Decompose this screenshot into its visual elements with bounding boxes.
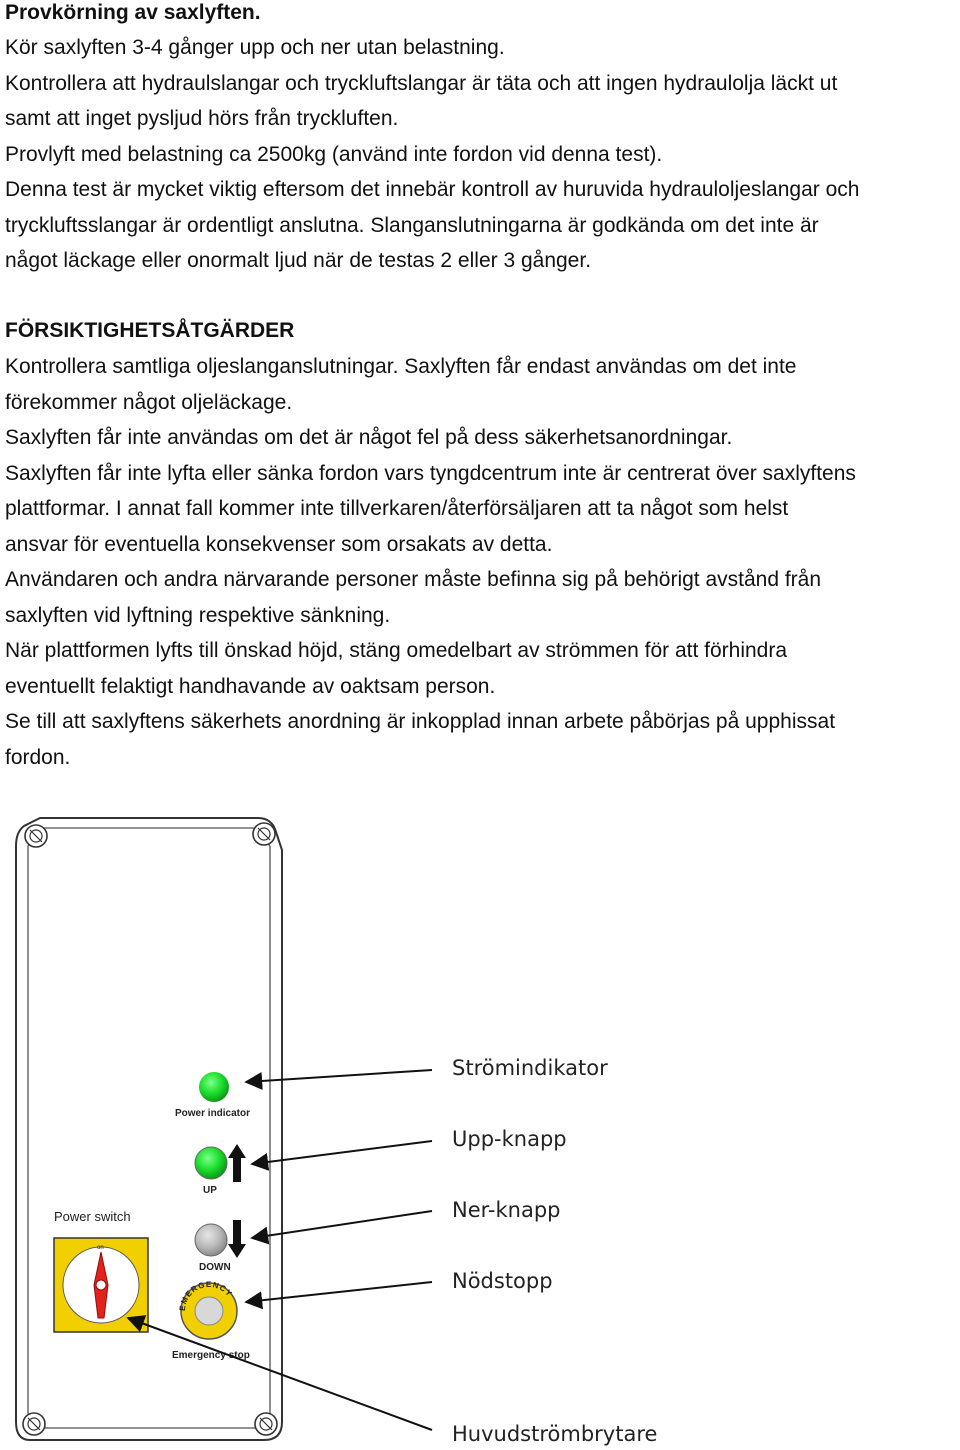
paragraph-line: något läckage eller onormalt ljud när de testas 2 eller 3 gånger. (5, 249, 592, 272)
paragraph-line: fordon. (5, 745, 71, 769)
down-label: DOWN (199, 1262, 231, 1273)
paragraph-line: Kontrollera att hydraulslangar och tryckluftslangar är täta och att ingen hydraulolja läckt ut (5, 71, 838, 95)
paragraph-line: Provlyft med belastning ca 2500kg (använd inte fordon vid denna test). (5, 142, 663, 166)
paragraph-line: samt att inget pysljud hörs från tryckluften. (5, 107, 399, 130)
paragraph-line: ansvar för eventuella konsekvenser som orsakats av detta. (5, 532, 553, 556)
up-label: UP (203, 1185, 217, 1196)
switch-on-label: on (97, 1245, 104, 1251)
paragraph-line: eventuellt felaktigt handhavande av oaktsam person. (5, 674, 496, 698)
callout-emergency-stop: Nödstopp (452, 1269, 553, 1293)
screw-icon (23, 1413, 45, 1435)
callout-power-indicator: Strömindikator (452, 1056, 608, 1080)
emergency-stop-label: Emergency stop (172, 1350, 250, 1361)
paragraph-line: När plattformen lyfts till önskad höjd, stäng omedelbart av strömmen för att förhindra (5, 639, 788, 662)
screw-icon (253, 823, 275, 845)
callout-main-switch: Huvudströmbrytare (452, 1422, 658, 1446)
screw-icon (25, 825, 47, 847)
heading-test-run: Provkörning av saxlyften. (5, 1, 261, 24)
paragraph-line: Kör saxlyften 3-4 gånger upp och ner utan belastning. (5, 36, 505, 59)
power-switch[interactable] (54, 1238, 148, 1332)
paragraph-line: Användaren och andra närvarande personer måste befinna sig på behörigt avstånd från (5, 568, 822, 591)
power-indicator-label: Power indicator (175, 1108, 251, 1119)
power-indicator-light (199, 1072, 229, 1102)
heading-precautions: FÖRSIKTIGHETSÅTGÄRDER (5, 319, 295, 342)
paragraph-line: Se till att saxlyftens säkerhets anordning är inkopplad innan arbete påbörjas på upphissat (5, 710, 836, 733)
paragraph-line: tryckluftsslangar är ordentligt anslutna. Slanganslutningarna är godkända om det inte är (5, 213, 819, 237)
panel-enclosure (16, 818, 282, 1440)
down-button[interactable] (195, 1224, 227, 1256)
paragraph-line: Kontrollera samtliga oljeslanganslutningar. Saxlyften får endast användas om det inte (5, 355, 797, 378)
paragraph-line: saxlyften vid lyftning respektive sänkning. (5, 603, 391, 627)
emergency-ring-label: EMERGENCY (177, 1279, 235, 1312)
paragraph-line: förekommer något oljeläckage. (5, 390, 293, 414)
up-button[interactable] (195, 1147, 227, 1179)
callout-down-button: Ner-knapp (452, 1198, 561, 1222)
paragraph-line: Denna test är mycket viktig eftersom det innebär kontroll av huruvida hydrauloljeslangar och (5, 178, 860, 201)
paragraph-line: Saxlyften får inte användas om det är något fel på dess säkerhetsanordningar. (5, 426, 733, 449)
power-switch-label: Power switch (54, 1209, 131, 1224)
paragraph-line: Saxlyften får inte lyfta eller sänka fordon vars tyngdcentrum inte är centrerat över saxlyftens (5, 461, 856, 485)
paragraph-line: plattformar. I annat fall kommer inte tillverkaren/återförsäljaren att ta något som helst (5, 497, 789, 520)
screw-icon (255, 1413, 277, 1435)
callout-up-button: Upp-knapp (452, 1127, 567, 1151)
